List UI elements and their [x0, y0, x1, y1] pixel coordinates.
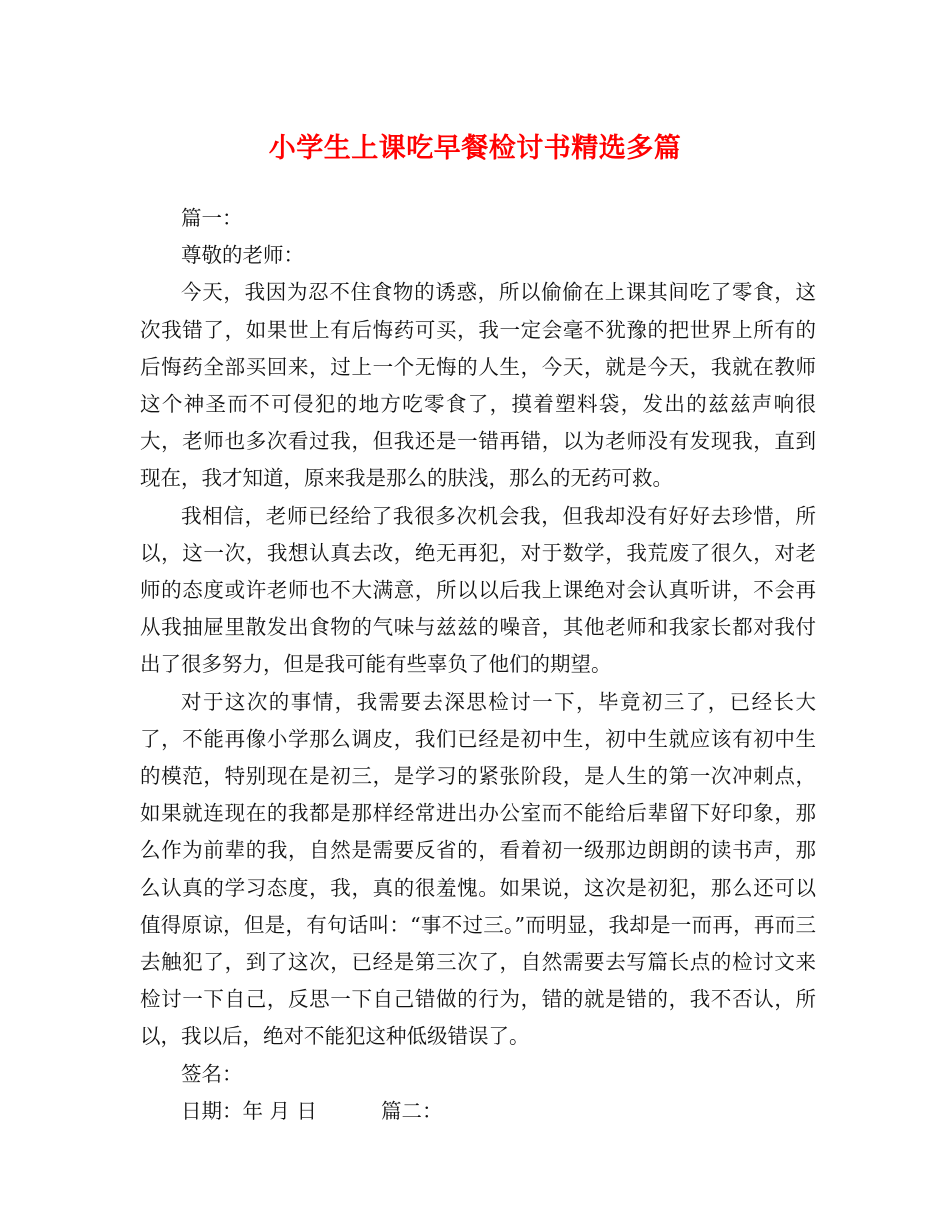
paragraph-2: 我相信，老师已经给了我很多次机会我，但我却没有好好去珍惜，所以，这一次，我想认真去改，绝无再犯，对于数学，我荒废了很久，对老师的态度或许老师也不大满意，所以以后我上课绝对会认真听讲，不会再从我抽屉里散发出食物的气味与兹兹的噪音，其他老师和我家长都对我付出了很多努力，但是我可能有些辜负了他们的期望。: [140, 503, 816, 677]
paragraph-1: 今天，我因为忍不住食物的诱惑，所以偷偷在上课其间吃了零食，这次我错了，如果世上有后悔药可买，我一定会毫不犹豫的把世界上所有的后悔药全部买回来，过上一个无悔的人生，今天，就是今天，我就在教师这个神圣而不可侵犯的地方吃零食了，摸着塑料袋，发出的兹兹声响很大，老师也多次看过我，但我还是一错再错，以为老师没有发现我，直到现在，我才知道，原来我是那么的肤浅，那么的无药可救。: [140, 280, 816, 491]
signature-label: 签名：: [181, 1061, 243, 1086]
document-title: 小学生上课吃早餐检讨书精选多篇: [268, 133, 682, 164]
document-body: [140, 200, 816, 1130]
date-label: 日期：年 月 日: [181, 1098, 318, 1123]
paragraph-3: 对于这次的事情，我需要去深思检讨一下，毕竟初三了，已经长大了，不能再像小学那么调皮，我们已经是初中生，初中生就应该有初中生的模范，特别现在是初三，是学习的紧张阶段，是人生的第一次冲刺点，如果就连现在的我都是那样经常进出办公室而不能给后辈留下好印象，那么作为前辈的我，自然是需要反省的，看着初一级那边朗朗的读书声，那么认真的学习态度，我，真的很羞愧。如果说，这次是初犯，那么还可以值得原谅，但是，有句话叫：“事不过三。”而明显，我却是一而再，再而三去触犯了，到了这次，已经是第三次了，自然需要去写篇长点的检讨文来检讨一下自己，反思一下自己错做的行为，错的就是错的，我不否认，所以，我以后，绝对不能犯这种低级错误了。: [140, 689, 816, 1049]
salutation: 尊敬的老师：: [181, 243, 304, 268]
date-line: [140, 1093, 816, 1130]
section-two-label: 篇二：: [381, 1098, 443, 1123]
section-one-label: 篇一：: [181, 206, 243, 230]
